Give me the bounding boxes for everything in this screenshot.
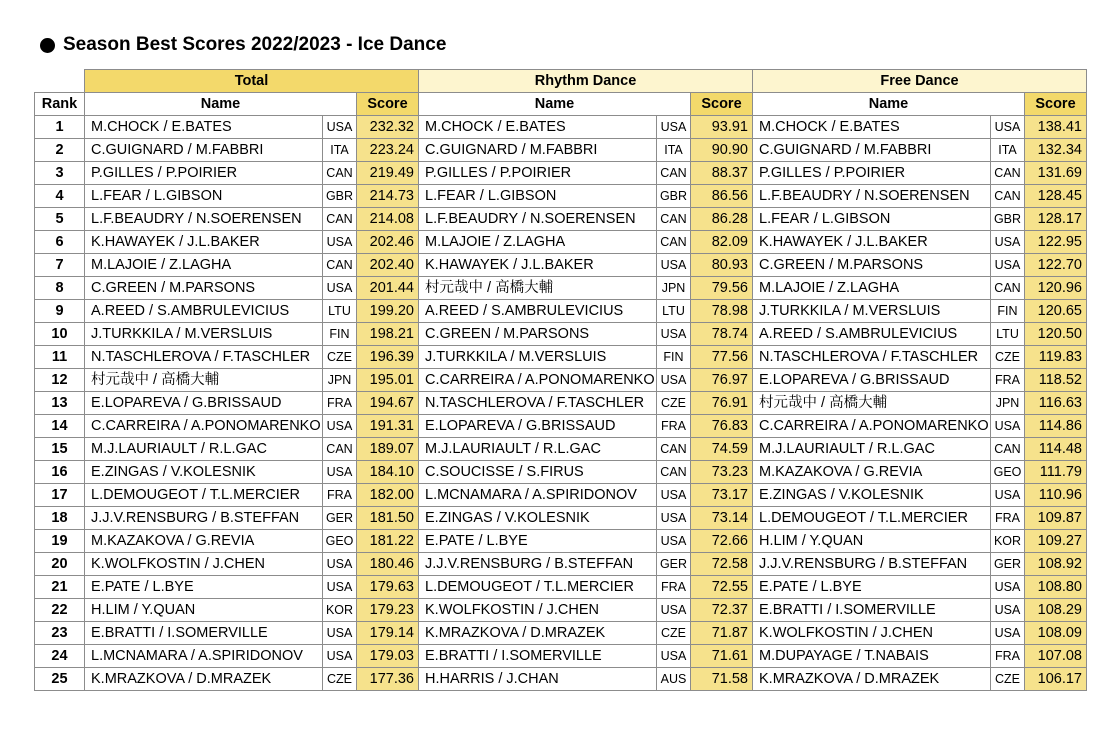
table-row <box>35 231 1087 254</box>
total-nation-cell: FRA <box>323 392 357 415</box>
total-nation-cell: ITA <box>323 139 357 162</box>
rank-cell: 20 <box>35 553 85 576</box>
rhythm-score-cell: 72.58 <box>691 553 753 576</box>
rhythm-name-cell: L.F.BEAUDRY / N.SOERENSEN <box>419 208 657 231</box>
free-name-header: Name <box>753 93 1025 116</box>
rank-cell: 1 <box>35 116 85 139</box>
total-nation-cell: CAN <box>323 254 357 277</box>
free-name-cell: E.LOPAREVA / G.BRISSAUD <box>753 369 991 392</box>
total-score-cell: 214.73 <box>357 185 419 208</box>
rhythm-name-cell: C.CARREIRA / A.PONOMARENKO <box>419 369 657 392</box>
total-name-cell: E.BRATTI / I.SOMERVILLE <box>85 622 323 645</box>
free-score-cell: 116.63 <box>1025 392 1087 415</box>
table-row <box>35 254 1087 277</box>
total-nation-cell: GBR <box>323 185 357 208</box>
table-row <box>35 553 1087 576</box>
rhythm-nation-cell: ITA <box>657 139 691 162</box>
rhythm-score-cell: 82.09 <box>691 231 753 254</box>
free-score-cell: 119.83 <box>1025 346 1087 369</box>
table-row <box>35 530 1087 553</box>
rhythm-score-cell: 72.66 <box>691 530 753 553</box>
total-score-cell: 198.21 <box>357 323 419 346</box>
total-score-cell: 179.03 <box>357 645 419 668</box>
scores-table <box>34 69 1087 691</box>
free-score-cell: 128.45 <box>1025 185 1087 208</box>
free-nation-cell: CZE <box>991 346 1025 369</box>
free-nation-cell: CAN <box>991 438 1025 461</box>
rhythm-score-cell: 72.55 <box>691 576 753 599</box>
total-name-cell: J.TURKKILA / M.VERSLUIS <box>85 323 323 346</box>
table-row <box>35 415 1087 438</box>
rhythm-score-cell: 74.59 <box>691 438 753 461</box>
table-row <box>35 185 1087 208</box>
free-score-cell: 108.80 <box>1025 576 1087 599</box>
rhythm-name-cell: P.GILLES / P.POIRIER <box>419 162 657 185</box>
table-row <box>35 369 1087 392</box>
free-score-cell: 110.96 <box>1025 484 1087 507</box>
rhythm-name-cell: L.MCNAMARA / A.SPIRIDONOV <box>419 484 657 507</box>
total-score-cell: 184.10 <box>357 461 419 484</box>
free-nation-cell: FRA <box>991 645 1025 668</box>
total-nation-cell: CAN <box>323 162 357 185</box>
free-score-cell: 106.17 <box>1025 668 1087 691</box>
free-nation-cell: GEO <box>991 461 1025 484</box>
free-name-cell: L.FEAR / L.GIBSON <box>753 208 991 231</box>
total-score-cell: 181.22 <box>357 530 419 553</box>
free-name-cell: J.J.V.RENSBURG / B.STEFFAN <box>753 553 991 576</box>
total-nation-cell: FRA <box>323 484 357 507</box>
rhythm-name-cell: E.ZINGAS / V.KOLESNIK <box>419 507 657 530</box>
rhythm-nation-cell: CAN <box>657 162 691 185</box>
rhythm-name-cell: M.LAJOIE / Z.LAGHA <box>419 231 657 254</box>
total-name-cell: K.WOLFKOSTIN / J.CHEN <box>85 553 323 576</box>
free-score-cell: 118.52 <box>1025 369 1087 392</box>
table-row <box>35 576 1087 599</box>
free-name-cell: N.TASCHLEROVA / F.TASCHLER <box>753 346 991 369</box>
empty-corner <box>35 70 85 93</box>
free-name-cell: K.MRAZKOVA / D.MRAZEK <box>753 668 991 691</box>
group-header-free: Free Dance <box>753 70 1087 93</box>
free-nation-cell: USA <box>991 576 1025 599</box>
total-name-cell: J.J.V.RENSBURG / B.STEFFAN <box>85 507 323 530</box>
rank-cell: 11 <box>35 346 85 369</box>
free-nation-cell: ITA <box>991 139 1025 162</box>
free-score-cell: 120.50 <box>1025 323 1087 346</box>
table-row <box>35 162 1087 185</box>
free-nation-cell: FRA <box>991 507 1025 530</box>
total-score-cell: 195.01 <box>357 369 419 392</box>
total-name-cell: L.FEAR / L.GIBSON <box>85 185 323 208</box>
free-name-cell: M.DUPAYAGE / T.NABAIS <box>753 645 991 668</box>
rhythm-nation-cell: CAN <box>657 461 691 484</box>
total-score-cell: 179.23 <box>357 599 419 622</box>
rank-cell: 25 <box>35 668 85 691</box>
free-score-cell: 109.27 <box>1025 530 1087 553</box>
free-name-cell: K.HAWAYEK / J.L.BAKER <box>753 231 991 254</box>
rhythm-nation-cell: CAN <box>657 231 691 254</box>
rhythm-name-cell: E.BRATTI / I.SOMERVILLE <box>419 645 657 668</box>
free-score-cell: 114.86 <box>1025 415 1087 438</box>
total-score-cell: 202.46 <box>357 231 419 254</box>
bullet-icon <box>40 38 55 53</box>
rhythm-name-cell: M.J.LAURIAULT / R.L.GAC <box>419 438 657 461</box>
rhythm-name-cell: K.MRAZKOVA / D.MRAZEK <box>419 622 657 645</box>
total-score-cell: 189.07 <box>357 438 419 461</box>
rank-cell: 10 <box>35 323 85 346</box>
total-score-cell: 180.46 <box>357 553 419 576</box>
free-score-header: Score <box>1025 93 1087 116</box>
total-score-cell: 201.44 <box>357 277 419 300</box>
rank-cell: 23 <box>35 622 85 645</box>
rhythm-score-cell: 71.58 <box>691 668 753 691</box>
free-name-cell: E.BRATTI / I.SOMERVILLE <box>753 599 991 622</box>
rank-cell: 7 <box>35 254 85 277</box>
group-header-total: Total <box>85 70 419 93</box>
rhythm-nation-cell: USA <box>657 645 691 668</box>
rhythm-name-header: Name <box>419 93 691 116</box>
total-nation-cell: CZE <box>323 668 357 691</box>
rhythm-nation-cell: GBR <box>657 185 691 208</box>
free-name-cell: M.KAZAKOVA / G.REVIA <box>753 461 991 484</box>
rhythm-nation-cell: USA <box>657 369 691 392</box>
rhythm-score-cell: 76.83 <box>691 415 753 438</box>
rhythm-score-cell: 73.14 <box>691 507 753 530</box>
rhythm-nation-cell: GER <box>657 553 691 576</box>
free-score-cell: 132.34 <box>1025 139 1087 162</box>
free-nation-cell: USA <box>991 254 1025 277</box>
total-name-cell: C.GREEN / M.PARSONS <box>85 277 323 300</box>
total-nation-cell: GEO <box>323 530 357 553</box>
rhythm-score-cell: 88.37 <box>691 162 753 185</box>
total-nation-cell: JPN <box>323 369 357 392</box>
free-nation-cell: GBR <box>991 208 1025 231</box>
total-score-cell: 232.32 <box>357 116 419 139</box>
total-score-cell: 196.39 <box>357 346 419 369</box>
total-name-cell: M.J.LAURIAULT / R.L.GAC <box>85 438 323 461</box>
rank-cell: 15 <box>35 438 85 461</box>
free-name-cell: A.REED / S.AMBRULEVICIUS <box>753 323 991 346</box>
total-name-cell: 村元哉中 / 高橋大輔 <box>85 369 323 392</box>
total-name-cell: K.MRAZKOVA / D.MRAZEK <box>85 668 323 691</box>
free-nation-cell: KOR <box>991 530 1025 553</box>
page-title-text: Season Best Scores 2022/2023 - Ice Dance <box>63 34 447 55</box>
rhythm-score-cell: 80.93 <box>691 254 753 277</box>
free-score-cell: 108.09 <box>1025 622 1087 645</box>
free-nation-cell: USA <box>991 599 1025 622</box>
rhythm-nation-cell: USA <box>657 484 691 507</box>
total-score-cell: 179.14 <box>357 622 419 645</box>
free-name-cell: 村元哉中 / 高橋大輔 <box>753 392 991 415</box>
total-name-cell: C.CARREIRA / A.PONOMARENKO <box>85 415 323 438</box>
free-score-cell: 138.41 <box>1025 116 1087 139</box>
total-name-cell: L.F.BEAUDRY / N.SOERENSEN <box>85 208 323 231</box>
rank-cell: 4 <box>35 185 85 208</box>
total-nation-cell: USA <box>323 461 357 484</box>
free-score-cell: 131.69 <box>1025 162 1087 185</box>
rhythm-score-cell: 76.97 <box>691 369 753 392</box>
rhythm-score-cell: 73.17 <box>691 484 753 507</box>
total-name-cell: A.REED / S.AMBRULEVICIUS <box>85 300 323 323</box>
total-name-cell: E.ZINGAS / V.KOLESNIK <box>85 461 323 484</box>
free-nation-cell: CZE <box>991 668 1025 691</box>
rhythm-score-cell: 78.98 <box>691 300 753 323</box>
rhythm-name-cell: E.PATE / L.BYE <box>419 530 657 553</box>
free-nation-cell: CAN <box>991 277 1025 300</box>
total-score-cell: 191.31 <box>357 415 419 438</box>
rhythm-score-cell: 86.56 <box>691 185 753 208</box>
total-nation-cell: USA <box>323 277 357 300</box>
free-name-cell: M.LAJOIE / Z.LAGHA <box>753 277 991 300</box>
free-nation-cell: GER <box>991 553 1025 576</box>
total-name-cell: P.GILLES / P.POIRIER <box>85 162 323 185</box>
free-nation-cell: LTU <box>991 323 1025 346</box>
rhythm-name-cell: 村元哉中 / 高橋大輔 <box>419 277 657 300</box>
rank-cell: 9 <box>35 300 85 323</box>
table-row <box>35 484 1087 507</box>
free-name-cell: C.GREEN / M.PARSONS <box>753 254 991 277</box>
table-row <box>35 599 1087 622</box>
total-nation-cell: USA <box>323 576 357 599</box>
free-name-cell: C.CARREIRA / A.PONOMARENKO <box>753 415 991 438</box>
rhythm-nation-cell: USA <box>657 530 691 553</box>
free-nation-cell: JPN <box>991 392 1025 415</box>
total-nation-cell: USA <box>323 231 357 254</box>
total-name-cell: H.LIM / Y.QUAN <box>85 599 323 622</box>
free-name-cell: E.ZINGAS / V.KOLESNIK <box>753 484 991 507</box>
rank-cell: 13 <box>35 392 85 415</box>
rhythm-name-cell: K.HAWAYEK / J.L.BAKER <box>419 254 657 277</box>
total-nation-cell: FIN <box>323 323 357 346</box>
column-header-row <box>35 93 1087 116</box>
rhythm-nation-cell: JPN <box>657 277 691 300</box>
total-score-header: Score <box>357 93 419 116</box>
rank-cell: 22 <box>35 599 85 622</box>
rhythm-nation-cell: USA <box>657 507 691 530</box>
total-score-cell: 182.00 <box>357 484 419 507</box>
rhythm-nation-cell: USA <box>657 599 691 622</box>
rhythm-nation-cell: LTU <box>657 300 691 323</box>
rhythm-nation-cell: CZE <box>657 392 691 415</box>
free-nation-cell: USA <box>991 415 1025 438</box>
total-name-cell: E.PATE / L.BYE <box>85 576 323 599</box>
table-row <box>35 277 1087 300</box>
table-row <box>35 208 1087 231</box>
free-name-cell: J.TURKKILA / M.VERSLUIS <box>753 300 991 323</box>
rhythm-name-cell: K.WOLFKOSTIN / J.CHEN <box>419 599 657 622</box>
total-nation-cell: USA <box>323 622 357 645</box>
total-name-cell: N.TASCHLEROVA / F.TASCHLER <box>85 346 323 369</box>
rhythm-nation-cell: CZE <box>657 622 691 645</box>
table-row <box>35 622 1087 645</box>
rank-cell: 19 <box>35 530 85 553</box>
total-nation-cell: CAN <box>323 208 357 231</box>
total-score-cell: 202.40 <box>357 254 419 277</box>
free-nation-cell: FRA <box>991 369 1025 392</box>
total-nation-cell: USA <box>323 645 357 668</box>
table-row <box>35 323 1087 346</box>
rhythm-name-cell: L.DEMOUGEOT / T.L.MERCIER <box>419 576 657 599</box>
free-score-cell: 108.29 <box>1025 599 1087 622</box>
total-nation-cell: USA <box>323 116 357 139</box>
rhythm-name-cell: C.GREEN / M.PARSONS <box>419 323 657 346</box>
total-name-cell: M.CHOCK / E.BATES <box>85 116 323 139</box>
rank-cell: 8 <box>35 277 85 300</box>
total-score-cell: 194.67 <box>357 392 419 415</box>
total-score-cell: 181.50 <box>357 507 419 530</box>
free-name-cell: E.PATE / L.BYE <box>753 576 991 599</box>
rhythm-nation-cell: CAN <box>657 208 691 231</box>
free-name-cell: C.GUIGNARD / M.FABBRI <box>753 139 991 162</box>
rhythm-score-cell: 78.74 <box>691 323 753 346</box>
rhythm-name-cell: L.FEAR / L.GIBSON <box>419 185 657 208</box>
rank-cell: 24 <box>35 645 85 668</box>
total-name-header: Name <box>85 93 357 116</box>
rank-cell: 18 <box>35 507 85 530</box>
table-row <box>35 139 1087 162</box>
free-score-cell: 111.79 <box>1025 461 1087 484</box>
rhythm-score-cell: 77.56 <box>691 346 753 369</box>
rhythm-score-cell: 72.37 <box>691 599 753 622</box>
free-nation-cell: FIN <box>991 300 1025 323</box>
rhythm-nation-cell: USA <box>657 323 691 346</box>
total-score-cell: 199.20 <box>357 300 419 323</box>
total-name-cell: M.LAJOIE / Z.LAGHA <box>85 254 323 277</box>
rank-cell: 3 <box>35 162 85 185</box>
rhythm-score-cell: 86.28 <box>691 208 753 231</box>
rank-cell: 12 <box>35 369 85 392</box>
total-score-cell: 219.49 <box>357 162 419 185</box>
rhythm-score-cell: 71.61 <box>691 645 753 668</box>
rhythm-score-cell: 73.23 <box>691 461 753 484</box>
rhythm-nation-cell: CAN <box>657 438 691 461</box>
free-nation-cell: CAN <box>991 162 1025 185</box>
free-score-cell: 122.95 <box>1025 231 1087 254</box>
rank-cell: 5 <box>35 208 85 231</box>
rhythm-score-cell: 90.90 <box>691 139 753 162</box>
total-name-cell: L.MCNAMARA / A.SPIRIDONOV <box>85 645 323 668</box>
total-nation-cell: GER <box>323 507 357 530</box>
total-name-cell: K.HAWAYEK / J.L.BAKER <box>85 231 323 254</box>
rhythm-nation-cell: AUS <box>657 668 691 691</box>
free-score-cell: 107.08 <box>1025 645 1087 668</box>
rhythm-name-cell: J.TURKKILA / M.VERSLUIS <box>419 346 657 369</box>
group-header-rhythm: Rhythm Dance <box>419 70 753 93</box>
total-score-cell: 223.24 <box>357 139 419 162</box>
table-row <box>35 438 1087 461</box>
free-score-cell: 108.92 <box>1025 553 1087 576</box>
free-name-cell: L.DEMOUGEOT / T.L.MERCIER <box>753 507 991 530</box>
rhythm-name-cell: E.LOPAREVA / G.BRISSAUD <box>419 415 657 438</box>
table-row <box>35 645 1087 668</box>
rhythm-score-cell: 79.56 <box>691 277 753 300</box>
rhythm-name-cell: N.TASCHLEROVA / F.TASCHLER <box>419 392 657 415</box>
rhythm-nation-cell: FRA <box>657 415 691 438</box>
total-name-cell: C.GUIGNARD / M.FABBRI <box>85 139 323 162</box>
free-name-cell: P.GILLES / P.POIRIER <box>753 162 991 185</box>
table-row <box>35 346 1087 369</box>
free-nation-cell: USA <box>991 231 1025 254</box>
table-row <box>35 116 1087 139</box>
free-name-cell: M.J.LAURIAULT / R.L.GAC <box>753 438 991 461</box>
free-nation-cell: USA <box>991 484 1025 507</box>
rhythm-score-cell: 71.87 <box>691 622 753 645</box>
rhythm-nation-cell: FRA <box>657 576 691 599</box>
rhythm-name-cell: C.SOUCISSE / S.FIRUS <box>419 461 657 484</box>
total-score-cell: 179.63 <box>357 576 419 599</box>
rank-cell: 17 <box>35 484 85 507</box>
total-score-cell: 177.36 <box>357 668 419 691</box>
rank-cell: 2 <box>35 139 85 162</box>
rhythm-score-header: Score <box>691 93 753 116</box>
free-score-cell: 128.17 <box>1025 208 1087 231</box>
total-nation-cell: KOR <box>323 599 357 622</box>
rhythm-nation-cell: USA <box>657 254 691 277</box>
rank-cell: 21 <box>35 576 85 599</box>
rhythm-nation-cell: USA <box>657 116 691 139</box>
free-name-cell: L.F.BEAUDRY / N.SOERENSEN <box>753 185 991 208</box>
total-score-cell: 214.08 <box>357 208 419 231</box>
total-name-cell: L.DEMOUGEOT / T.L.MERCIER <box>85 484 323 507</box>
free-score-cell: 120.96 <box>1025 277 1087 300</box>
free-name-cell: M.CHOCK / E.BATES <box>753 116 991 139</box>
free-nation-cell: USA <box>991 116 1025 139</box>
rank-cell: 6 <box>35 231 85 254</box>
total-nation-cell: LTU <box>323 300 357 323</box>
rhythm-name-cell: H.HARRIS / J.CHAN <box>419 668 657 691</box>
table-row <box>35 300 1087 323</box>
table-row <box>35 668 1087 691</box>
rhythm-name-cell: J.J.V.RENSBURG / B.STEFFAN <box>419 553 657 576</box>
total-name-cell: E.LOPAREVA / G.BRISSAUD <box>85 392 323 415</box>
total-nation-cell: CAN <box>323 438 357 461</box>
table-row <box>35 392 1087 415</box>
rhythm-name-cell: C.GUIGNARD / M.FABBRI <box>419 139 657 162</box>
total-nation-cell: USA <box>323 415 357 438</box>
free-score-cell: 122.70 <box>1025 254 1087 277</box>
free-name-cell: K.WOLFKOSTIN / J.CHEN <box>753 622 991 645</box>
free-nation-cell: USA <box>991 622 1025 645</box>
rhythm-score-cell: 93.91 <box>691 116 753 139</box>
total-name-cell: M.KAZAKOVA / G.REVIA <box>85 530 323 553</box>
rank-header: Rank <box>35 93 85 116</box>
rhythm-name-cell: M.CHOCK / E.BATES <box>419 116 657 139</box>
free-score-cell: 114.48 <box>1025 438 1087 461</box>
rhythm-score-cell: 76.91 <box>691 392 753 415</box>
free-nation-cell: CAN <box>991 185 1025 208</box>
table-row <box>35 461 1087 484</box>
table-row <box>35 507 1087 530</box>
free-score-cell: 120.65 <box>1025 300 1087 323</box>
rank-cell: 14 <box>35 415 85 438</box>
rhythm-nation-cell: FIN <box>657 346 691 369</box>
rhythm-name-cell: A.REED / S.AMBRULEVICIUS <box>419 300 657 323</box>
free-score-cell: 109.87 <box>1025 507 1087 530</box>
group-header-row <box>35 70 1087 93</box>
free-name-cell: H.LIM / Y.QUAN <box>753 530 991 553</box>
total-nation-cell: USA <box>323 553 357 576</box>
total-nation-cell: CZE <box>323 346 357 369</box>
page-title <box>40 34 446 56</box>
rank-cell: 16 <box>35 461 85 484</box>
